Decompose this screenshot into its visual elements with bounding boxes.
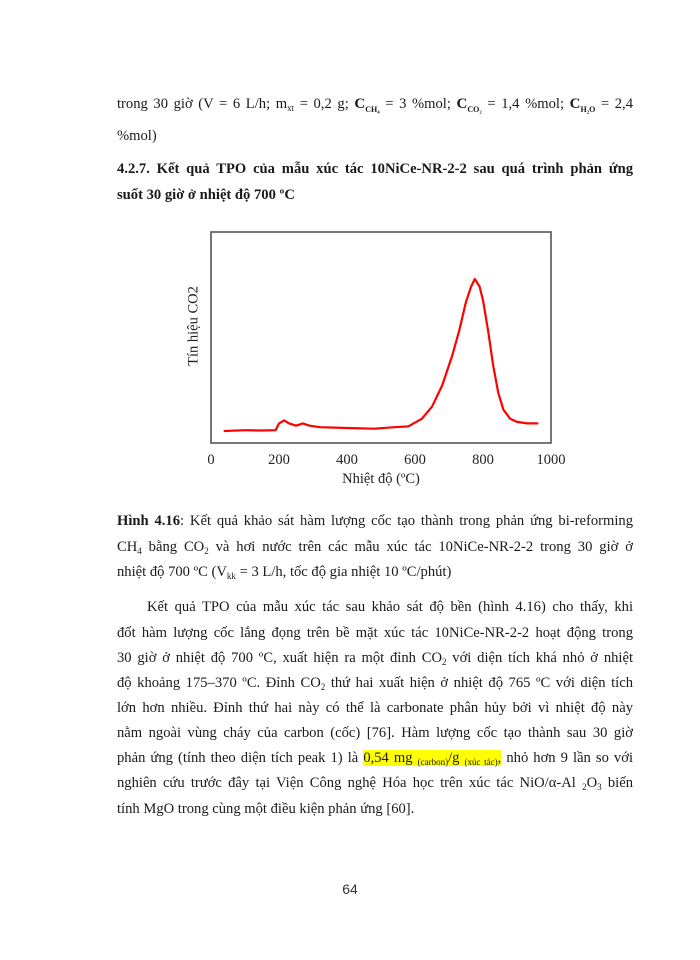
x-tick-label: 600 [404, 452, 426, 468]
section-heading-line-2: suốt 30 giờ ở nhiệt độ 700 ºC [117, 187, 295, 203]
text: trong 30 giờ (V = 6 L/h; m [117, 96, 288, 112]
text: : Kết quả khảo sát hàm lượng cốc tạo thành trong phản ứng bi-reforming [180, 513, 633, 529]
subscript: 2 [204, 546, 209, 556]
text: = 2,4 [595, 96, 634, 112]
paragraph-line-9: tính MgO trong cùng một điều kiện phản ứng [60]. [117, 801, 415, 817]
paragraph-line-3 [117, 649, 633, 667]
figure-caption-line-3 [117, 563, 633, 581]
subscript: xt [287, 103, 295, 113]
page-number: 64 [342, 881, 358, 897]
text: = 3 %mol; [379, 96, 457, 112]
subscript: 2 [320, 682, 326, 692]
intro-line-1 [117, 95, 633, 113]
subscript: 3 [597, 782, 602, 792]
figure-caption-line-2 [117, 538, 633, 556]
subscript: (carbon) [417, 757, 449, 767]
text: nghiên cứu trước đây tại Viện Công nghệ Hóa học trên xúc tác NiO/α-Al [117, 775, 583, 791]
x-tick-label: 0 [207, 452, 215, 468]
text: = 3 L/h, tốc độ gia nhiệt 10 ºC/phút) [235, 564, 452, 580]
text: 30 giờ ở nhiệt độ 700 ºC, xuất hiện ra một đỉnh CO [117, 650, 442, 666]
subscript: 2 [442, 657, 447, 667]
x-tick-label: 400 [336, 452, 358, 468]
text: phản ứng (tính theo diện tích peak 1) là [117, 750, 364, 766]
subscript: (xúc tác) [464, 757, 498, 767]
paragraph-line-8 [117, 774, 633, 792]
text: O [586, 775, 598, 791]
section-heading-line-1: 4.2.7. Kết quả TPO của mẫu xúc tác 10NiCe-NR-2-2 sau quá trình phản ứng [117, 161, 633, 177]
text: bằng CO [141, 539, 205, 555]
caption-label: Hình 4.16 [117, 513, 181, 529]
symbol-c: C [569, 96, 581, 112]
text: /g [448, 750, 465, 766]
text: và hơi nước trên các mẫu xúc tác 10NiCe-NR-2-2 trong 30 giờ ở [208, 539, 633, 555]
plot-frame [211, 232, 551, 443]
intro-line-2: %mol) [117, 128, 157, 144]
paragraph-line-7 [117, 749, 633, 767]
tpo-curve [225, 279, 538, 431]
x-tick-label: 200 [268, 452, 290, 468]
paragraph-line-5: lớn hơn nhiều. Đỉnh thứ hai này có thể là carbonate phân hủy bởi vì nhiệt độ này [117, 700, 633, 716]
highlighted-value [363, 750, 501, 766]
text: CH [117, 539, 138, 555]
paragraph-line-2: đốt hàm lượng cốc lắng đọng trên bề mặt xúc tác 10NiCe-NR-2-2 hoạt động trong [117, 625, 633, 641]
text: = 0,2 g; [294, 96, 355, 112]
paragraph-line-4 [117, 674, 633, 692]
x-tick-label: 1000 [536, 452, 566, 468]
subscript: H₂O [580, 105, 596, 114]
x-axis-label: Nhiệt độ (ºC) [342, 471, 420, 487]
x-tick-label: 800 [472, 452, 494, 468]
symbol-c: C [354, 96, 366, 112]
symbol-c: C [456, 96, 468, 112]
text: nhiệt độ 700 ºC (V [117, 564, 227, 580]
paragraph-line-6: nằm ngoài vùng cháy của carbon (cốc) [76]. Hàm lượng cốc tạo thành sau 30 giờ [117, 725, 633, 741]
text: , [497, 750, 502, 766]
text: với diện tích khá nhỏ ở nhiệt [446, 650, 633, 666]
text: nhỏ hơn 9 lần so với [501, 750, 633, 766]
subscript: 2 [582, 782, 587, 792]
text: 0,54 mg [363, 750, 418, 766]
subscript: kk [226, 571, 236, 581]
subscript: 4 [137, 546, 142, 556]
y-axis-label: Tín hiệu CO2 [185, 286, 202, 366]
text: biến [601, 775, 633, 791]
text: = 1,4 %mol; [481, 96, 570, 112]
figure-caption-line-1 [117, 512, 633, 530]
paragraph-line-1: Kết quả TPO của mẫu xúc tác sau khảo sát độ bền (hình 4.16) cho thấy, khi [147, 599, 633, 615]
subscript: CH₄ [365, 105, 380, 114]
text: độ khoảng 175–370 ºC. Đỉnh CO [117, 675, 321, 691]
subscript: CO₂ [467, 105, 482, 114]
text: thứ hai xuất hiện ở nhiệt độ 765 ºC với diện tích [325, 675, 633, 691]
